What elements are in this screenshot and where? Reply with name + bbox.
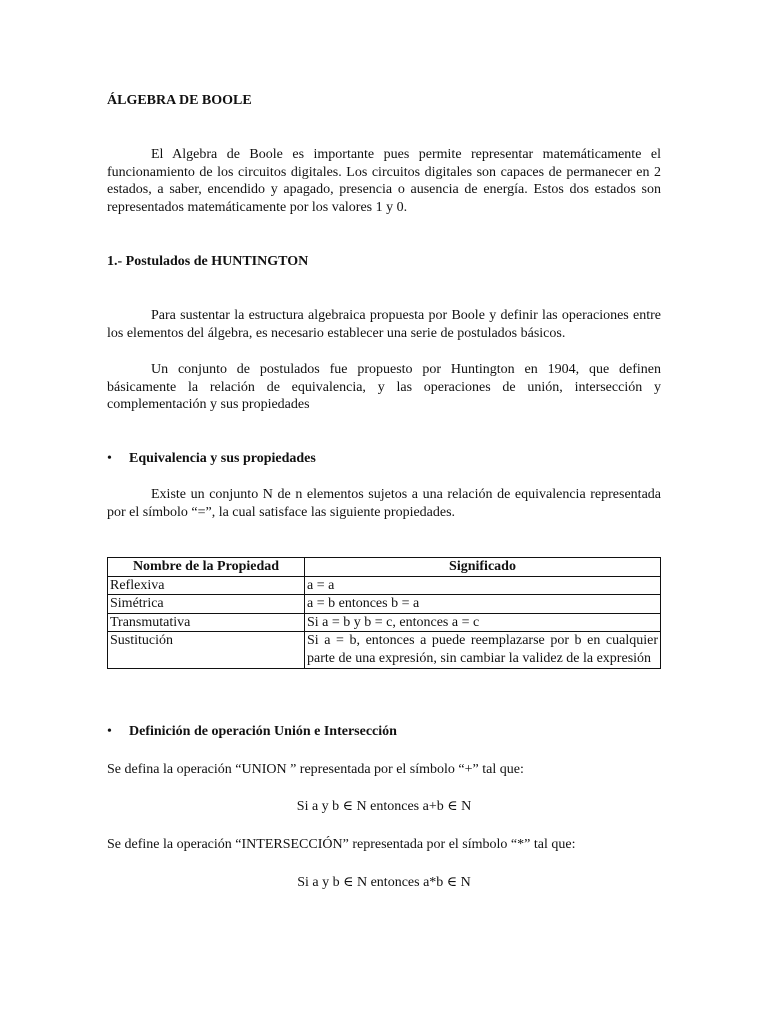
huntington-paragraph-1-text: Para sustentar la estructura algebraica propuesta por Boole y definir las operaciones entre los elementos del álgebra, es necesario establecer una serie de postulados básicos.: [107, 308, 661, 341]
huntington-paragraph-1: [107, 307, 661, 342]
bullet-union-interseccion: [107, 724, 397, 740]
table-row: [108, 576, 661, 595]
bullet-icon: •: [107, 724, 112, 739]
interseccion-formula: Si a y b ∈ N entonces a*b ∈ N: [297, 875, 471, 890]
bullet-equivalencia-label: Equivalencia y sus propiedades: [129, 451, 316, 466]
bullet-union-interseccion-label: Definición de operación Unión e Intersección: [129, 724, 397, 739]
table-cell: Si a = b, entonces a puede reemplazarse por b en cualquier parte de una expresión, sin cambiar la validez de la expresión: [305, 632, 661, 668]
table-header-row: [108, 558, 661, 577]
table-cell: Transmutativa: [108, 613, 305, 632]
huntington-paragraph-2-text: Un conjunto de postulados fue propuesto por Huntington en 1904, que definen básicamente la relación de equivalencia, y las operaciones de unión, intersección y complementación y sus propiedades: [107, 362, 661, 413]
section-heading-huntington: 1.- Postulados de HUNTINGTON: [107, 254, 309, 269]
table-row: [108, 613, 661, 632]
table-row: [108, 632, 661, 668]
table-cell: Sustitución: [108, 632, 305, 668]
table-header-cell: Nombre de la Propiedad: [108, 558, 305, 577]
table-cell: Reflexiva: [108, 576, 305, 595]
table-cell: Simétrica: [108, 595, 305, 614]
bullet-icon: •: [107, 451, 112, 466]
interseccion-definition: Se define la operación “INTERSECCIÓN” representada por el símbolo “*” tal que:: [107, 837, 576, 852]
document-title: ÁLGEBRA DE BOOLE: [107, 93, 252, 108]
huntington-paragraph-2: [107, 361, 661, 414]
union-definition: Se defina la operación “UNION ” representada por el símbolo “+” tal que:: [107, 762, 524, 777]
equivalencia-paragraph: [107, 486, 661, 521]
table-header-cell: Significado: [305, 558, 661, 577]
table-cell: a = b entonces b = a: [305, 595, 661, 614]
table-cell: a = a: [305, 576, 661, 595]
equivalencia-paragraph-text: Existe un conjunto N de n elementos sujetos a una relación de equivalencia representada por el símbolo “=”, la cual satisface las siguiente propiedades.: [107, 487, 661, 520]
union-formula: Si a y b ∈ N entonces a+b ∈ N: [296, 799, 472, 814]
table-cell: Si a = b y b = c, entonces a = c: [305, 613, 661, 632]
table-row: [108, 595, 661, 614]
properties-table: [107, 557, 661, 669]
bullet-equivalencia: [107, 451, 316, 467]
intro-paragraph: [107, 146, 661, 216]
intro-text: El Algebra de Boole es importante pues permite representar matemáticamente el funcionamiento de los circuitos digitales. Los circuitos digitales son capaces de permanecer en 2 estados, a saber, encendido y apagado, presencia o ausencia de energía. Estos dos estados son representados matemáticamente por los valores 1 y 0.: [107, 147, 661, 215]
